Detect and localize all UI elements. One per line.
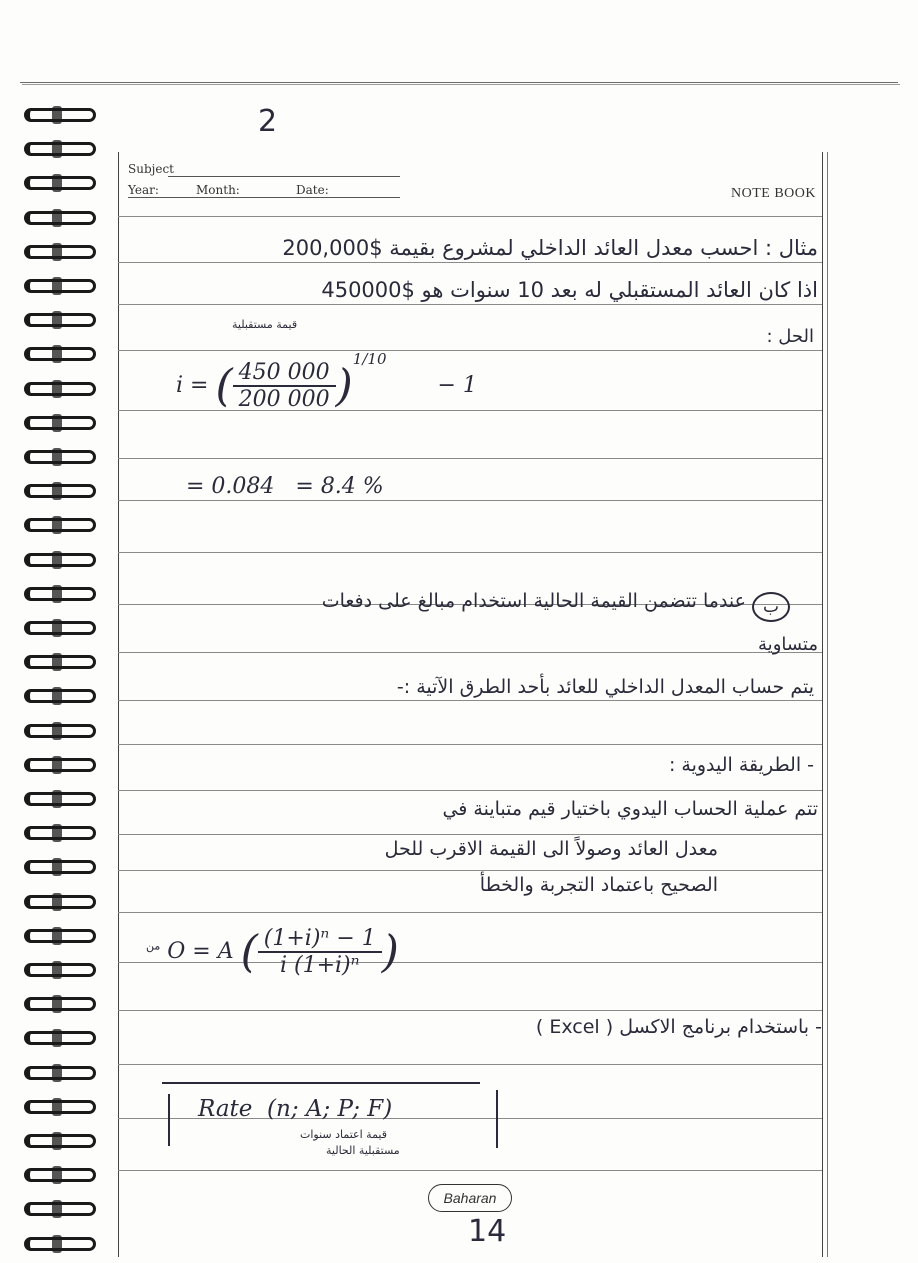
ruled-line — [118, 458, 822, 459]
section-b-marker: ب — [752, 592, 790, 622]
binding-ring — [18, 1096, 98, 1118]
binding-ring — [18, 1027, 98, 1049]
ruled-line — [118, 834, 822, 835]
manual-method-line-2: معدل العائد وصولاً الى القيمة الاقرب للحل — [384, 838, 718, 860]
page-mark: 2 — [258, 104, 278, 139]
ruled-line — [118, 912, 822, 913]
page-number: 14 — [468, 1214, 507, 1249]
ruled-line — [118, 216, 822, 217]
irr-denominator: 200 000 — [238, 387, 330, 412]
margin-line-left — [118, 152, 119, 1257]
top-edge-line-secondary — [22, 84, 900, 85]
binding-ring — [18, 378, 98, 400]
manual-method-title: - الطريقة اليدوية : — [668, 754, 814, 776]
irr-result: = 0.084 = 8.4 % — [186, 474, 384, 499]
irr-formula-lhs: i = — [176, 373, 209, 398]
ruled-line — [118, 552, 822, 553]
binding-ring — [18, 651, 98, 673]
manual-method-line-1: تتم عملية الحساب اليدوي باختيار قيم متباينة في — [442, 798, 818, 820]
binding-ring — [18, 138, 98, 160]
binding-ring — [18, 446, 98, 468]
section-b-line-2: متساوية — [758, 634, 818, 655]
ruled-line — [118, 1010, 822, 1011]
brand-logo: Baharan — [428, 1184, 512, 1212]
rate-annotation-2: مستقبلية الحالية — [326, 1144, 400, 1157]
binding-ring — [18, 583, 98, 605]
binding-ring — [18, 617, 98, 639]
binding-ring — [18, 754, 98, 776]
binding-ring — [18, 925, 98, 947]
rate-function-box-top — [162, 1082, 480, 1084]
binding-ring — [18, 720, 98, 742]
binding-ring — [18, 993, 98, 1015]
margin-line-right-outer — [827, 152, 828, 1257]
binding-ring — [18, 480, 98, 502]
year-label: Year: — [128, 183, 159, 197]
binding-ring — [18, 172, 98, 194]
ruled-line — [118, 304, 822, 305]
manual-method-line-3: الصحيح باعتماد التجربة والخطأ — [479, 874, 718, 896]
binding-ring — [18, 1164, 98, 1186]
binding-ring — [18, 241, 98, 263]
annuity-denominator: i (1+i)ⁿ — [279, 953, 360, 978]
binding-ring — [18, 685, 98, 707]
rate-box-left — [168, 1094, 170, 1146]
rate-box-right — [496, 1090, 498, 1148]
binding-ring — [18, 856, 98, 878]
subject-label: Subject — [128, 162, 174, 176]
rate-function: Rate (n; A; P; F) — [198, 1096, 393, 1122]
section-b-line-3: يتم حساب المعدل الداخلي للعائد بأحد الطرق الآتية :- — [396, 676, 814, 698]
ruled-line — [118, 1170, 822, 1171]
rate-annotation-1: قيمة اعتماد سنوات — [300, 1128, 388, 1141]
month-label: Month: — [196, 183, 240, 197]
binding-ring — [18, 514, 98, 536]
ruled-line — [118, 744, 822, 745]
irr-minus-one: − 1 — [437, 373, 477, 398]
ruled-line — [118, 500, 822, 501]
ruled-line — [118, 262, 822, 263]
annuity-formula: $^{من}$ O = A ( $\frac{\text{(1+i)ⁿ − 1}}{\text{i (1+i)ⁿ}}$ ) — [146, 926, 399, 978]
annuity-formula-prefix: من — [146, 939, 161, 953]
ruled-line — [118, 790, 822, 791]
ruled-line — [118, 700, 822, 701]
binding-ring — [18, 207, 98, 229]
binding-ring — [18, 788, 98, 810]
annuity-numerator: (1+i)ⁿ − 1 — [258, 926, 382, 953]
future-value-note: قيمة مستقبلية — [232, 318, 298, 331]
solution-label: الحل : — [766, 326, 814, 347]
annuity-fraction — [258, 926, 382, 978]
binding-ring — [18, 412, 98, 434]
binding-ring — [18, 549, 98, 571]
irr-fraction — [233, 360, 336, 412]
binding-ring — [18, 822, 98, 844]
example-line-2: اذا كان العائد المستقبلي له بعد 10 سنوات هو $450000 — [321, 278, 818, 302]
ruled-line — [118, 870, 822, 871]
irr-numerator: 450 000 — [233, 360, 336, 387]
binding-ring — [18, 104, 98, 126]
top-edge-line — [20, 82, 898, 83]
binding-ring — [18, 1130, 98, 1152]
binding-ring — [18, 309, 98, 331]
irr-exponent: 1/10 — [352, 350, 387, 368]
margin-line-right — [822, 152, 823, 1257]
ruled-line — [118, 652, 822, 653]
section-b-line-1: عندما تتضمن القيمة الحالية استخدام مبالغ على دفعات — [321, 590, 746, 612]
notebook-label: NOTE BOOK — [731, 186, 816, 201]
binding-ring — [18, 1198, 98, 1220]
excel-method-line: - باستخدام برنامج الاكسل ( Excel ) — [535, 1016, 822, 1038]
annuity-formula-lhs: O = A — [167, 939, 234, 964]
binding-ring — [18, 891, 98, 913]
binding-ring — [18, 343, 98, 365]
binding-ring — [18, 959, 98, 981]
date-underline — [128, 197, 400, 198]
binding-ring — [18, 1233, 98, 1255]
subject-underline — [168, 176, 400, 177]
spiral-binding — [18, 100, 98, 1250]
irr-formula: i = ( $\frac{450 000}{200 000}$ )$^{1/10}$ − 1 — [176, 350, 477, 412]
ruled-line — [118, 1064, 822, 1065]
date-label: Date: — [296, 183, 329, 197]
example-line-1: مثال : احسب معدل العائد الداخلي لمشروع بقيمة $200,000 — [282, 236, 818, 260]
binding-ring — [18, 275, 98, 297]
binding-ring — [18, 1062, 98, 1084]
